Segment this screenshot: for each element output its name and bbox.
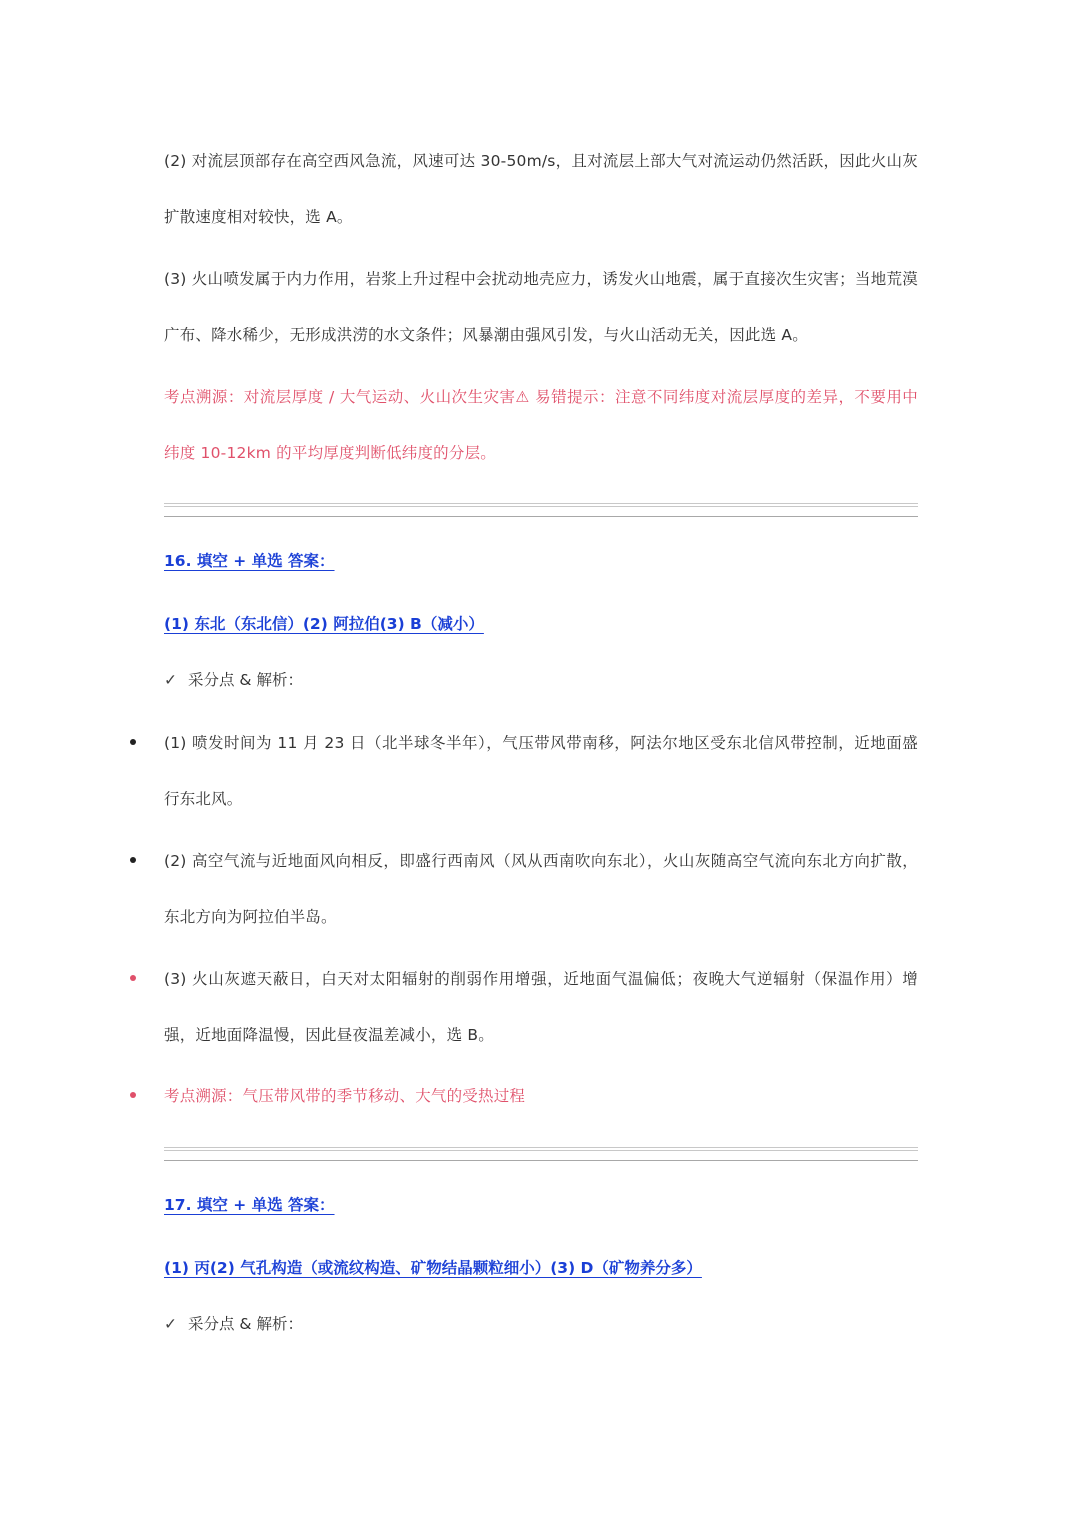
paragraph-15-3: (3) 火山喷发属于内力作用，岩浆上升过程中会扰动地壳应力，诱发火山地震，属于直接次生灾害；当地荒漠广布、降水稀少，无形成洪涝的水文条件；风暴潮由强风引发，与火山活动无关，因此选 A。: [164, 270, 918, 344]
section-16-bullet-3: (3) 火山灰遮天蔽日，白天对太阳辐射的削弱作用增强，近地面气温偏低；夜晚大气逆辐射（保温作用）增强，近地面降温慢，因此昼夜温差减小，选 B。: [164, 970, 918, 1044]
paragraph-15-2: (2) 对流层顶部存在高空西风急流，风速可达 30-50m/s，且对流层上部大气对流运动仍然活跃，因此火山灰扩散速度相对较快，选 A。: [164, 152, 918, 226]
list-item: [164, 715, 918, 827]
list-item: [164, 951, 918, 1063]
section-16-bullet-1: (1) 喷发时间为 11 月 23 日（北半球冬半年），气压带风带南移，阿法尔地区受东北信风带控制，近地面盛行东北风。: [164, 734, 918, 808]
list-item: [164, 833, 918, 945]
section-16-check-line: [164, 668, 303, 692]
bullet-dot: [130, 857, 136, 863]
section-17-check-line: [164, 1312, 303, 1336]
check-icon: ✓: [164, 671, 177, 689]
list-item: [164, 1068, 918, 1124]
section-17-check-label: 采分点 & 解析：: [188, 1315, 303, 1333]
bullet-dot: [130, 739, 136, 745]
check-icon: ✓: [164, 1315, 177, 1333]
divider-1: [164, 503, 918, 517]
section-15-body: [164, 133, 918, 481]
section-16-heading: 16. 填空 + 单选 答案：: [164, 552, 335, 570]
divider-2: [164, 1147, 918, 1161]
note-15: 考点溯源：对流层厚度 / 大气运动、火山次生灾害⚠ 易错提示：注意不同纬度对流层厚度的差异，不要用中纬度 10-12km 的平均厚度判断低纬度的分层。: [164, 388, 918, 462]
section-17-answer: (1) 丙(2) 气孔构造（或流纹构造、矿物结晶颗粒细小）(3) D（矿物养分多）: [164, 1259, 702, 1277]
section-16-bullet-2: (2) 高空气流与近地面风向相反，即盛行西南风（风从西南吹向东北），火山灰随高空气流向东北方向扩散，东北方向为阿拉伯半岛。: [164, 852, 918, 926]
section-16-note: 考点溯源：气压带风带的季节移动、大气的受热过程: [164, 1087, 526, 1105]
bullet-dot: [130, 975, 136, 981]
section-16-check-label: 采分点 & 解析：: [188, 671, 303, 689]
section-17-heading: 17. 填空 + 单选 答案：: [164, 1196, 335, 1214]
bullet-dot: [130, 1092, 136, 1098]
section-16-answer: (1) 东北（东北信）(2) 阿拉伯(3) B（减小）: [164, 615, 484, 633]
